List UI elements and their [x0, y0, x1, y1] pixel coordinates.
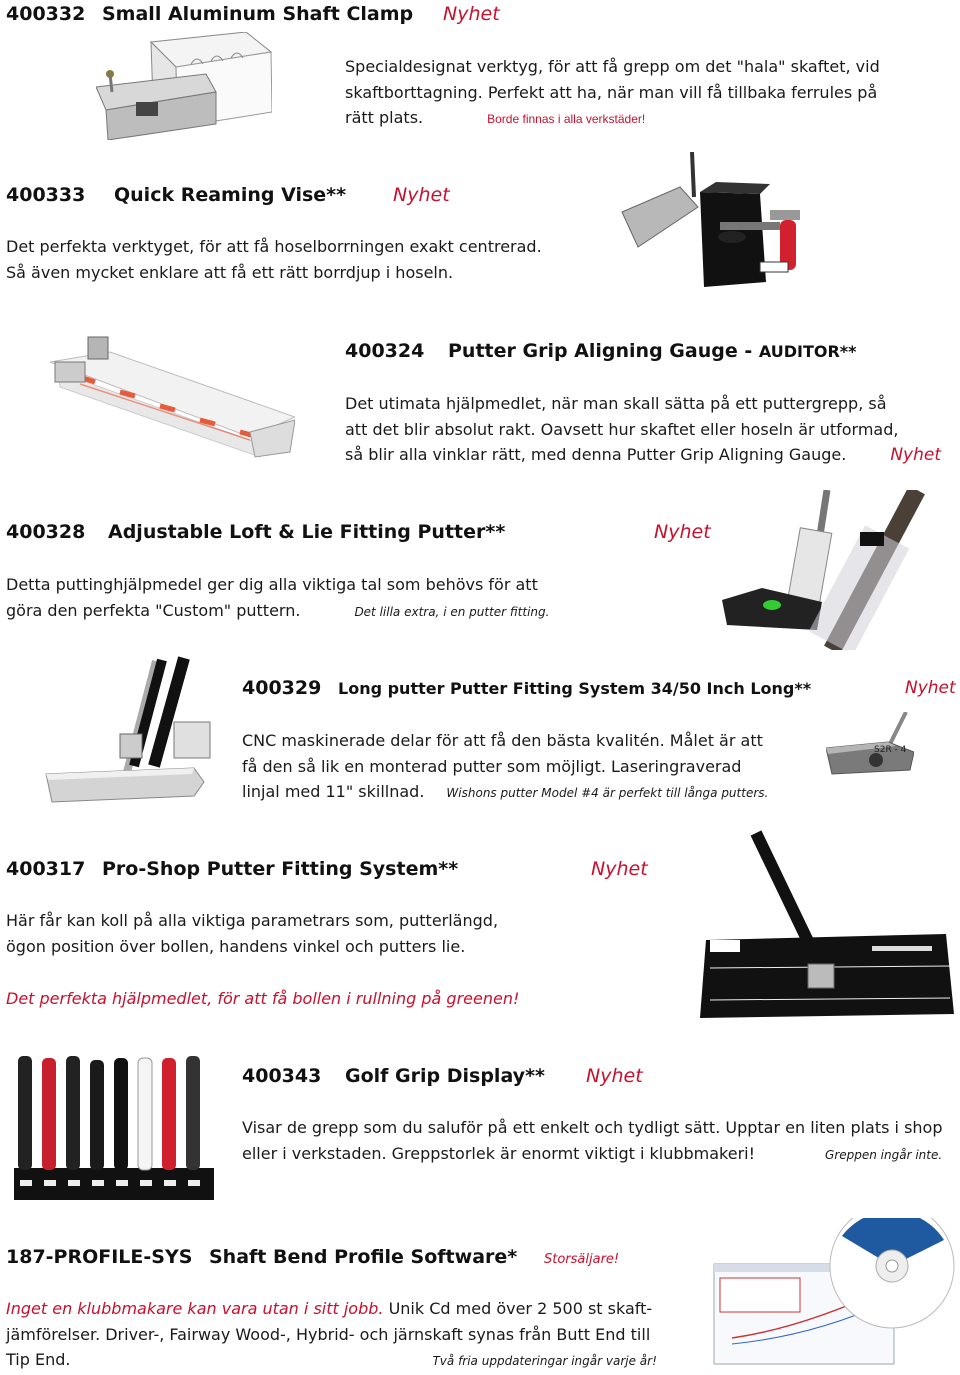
fitting-putter-photo	[722, 490, 958, 650]
product-code-400333: 400333	[6, 184, 86, 206]
grip-display-photo	[14, 1052, 214, 1200]
product-title-400328: Adjustable Loft & Lie Fitting Putter**	[108, 521, 506, 543]
product-code-400328: 400328	[6, 521, 86, 543]
putter-model-label: S2R - 4	[874, 745, 907, 755]
product-code-400332: 400332	[6, 3, 86, 25]
nyhet-badge: Nyhet	[890, 445, 942, 465]
highlight-text: Inget en klubbmakare kan vara utan i sitt jobb.	[6, 1299, 384, 1318]
nyhet-badge: Nyhet	[443, 3, 500, 25]
product-title-400333: Quick Reaming Vise**	[114, 184, 347, 206]
product-title-400329: Long putter Putter Fitting System 34/50 Inch Long**	[338, 679, 812, 698]
description-line: Visar de grepp som du saluför på ett enkelt och tydligt sätt. Upptar en liten plats i shop	[242, 1118, 943, 1137]
product-title-187-profile-sys: Shaft Bend Profile Software*	[209, 1246, 518, 1268]
note-text: Det lilla extra, i en putter fitting.	[354, 604, 550, 619]
product-title-400343: Golf Grip Display**	[345, 1065, 545, 1087]
description-line: att det blir absolut rakt. Oavsett hur skaftet eller hoseln är utformad,	[345, 419, 899, 439]
description-line: CNC maskinerade delar för att få den bästa kvalitén. Målet är att	[242, 731, 763, 750]
description-line: eller i verkstaden. Greppstorlek är enormt viktigt i klubbmakeri!	[242, 1143, 756, 1163]
note-text: Borde finnas i alla verkstäder!	[487, 112, 646, 126]
product-code-400343: 400343	[242, 1065, 322, 1087]
product-code-400317: 400317	[6, 858, 86, 880]
description-line: Det perfekta verktyget, för att få hoselborrningen exakt centrerad.	[6, 237, 542, 256]
description-line: göra den perfekta "Custom" puttern.	[6, 600, 301, 620]
proshop-fitting-photo	[696, 828, 958, 1024]
nyhet-badge: Nyhet	[586, 1065, 643, 1087]
description-line: Så även mycket enklare att få ett rätt borrdjup i hoseln.	[6, 262, 454, 282]
note-text: Greppen ingår inte.	[825, 1147, 943, 1162]
highlight-text: Det perfekta hjälpmedlet, för att få bollen i rullning på greenen!	[6, 989, 520, 1008]
product-code-400329: 400329	[242, 677, 322, 699]
description-line: få den så lik en monterad putter som möjligt. Laseringraverad	[242, 756, 742, 776]
description-line: ögon position över bollen, handens vinkel och putters lie.	[6, 936, 466, 956]
product-code-400324: 400324	[345, 340, 425, 362]
long-putter-system-photo	[44, 656, 216, 806]
description-line: så blir alla vinklar rätt, med denna Putter Grip Aligning Gauge.	[345, 445, 847, 464]
description-line: Här får kan koll på alla viktiga parametrars som, putterlängd,	[6, 911, 499, 930]
nyhet-badge: Nyhet	[591, 858, 648, 880]
shaft-clamp-photo	[96, 32, 272, 140]
storsaljare-badge: Storsäljare!	[544, 1252, 620, 1267]
description-line: Detta puttinghjälpmedel ger dig alla viktiga tal som behövs för att	[6, 575, 538, 594]
grip-gauge-photo	[50, 332, 295, 462]
nyhet-badge: Nyhet	[905, 678, 956, 698]
product-code-187-profile-sys: 187-PROFILE-SYS	[6, 1246, 193, 1268]
software-cd-photo	[712, 1218, 958, 1368]
description-line: linjal med 11" skillnad.	[242, 782, 425, 801]
product-title-400317: Pro-Shop Putter Fitting System**	[102, 858, 459, 880]
description-line: Unik Cd med över 2 500 st skaft-	[388, 1299, 653, 1318]
description-line: Tip End.	[6, 1350, 71, 1369]
reaming-vise-photo	[620, 152, 800, 292]
note-text: Två fria uppdateringar ingår varje år!	[432, 1354, 657, 1368]
putter-head-photo	[826, 712, 914, 778]
nyhet-badge: Nyhet	[654, 521, 711, 543]
description-line: Det utimata hjälpmedlet, när man skall sätta på ett puttergrepp, så	[345, 394, 887, 413]
description-line: skaftborttagning. Perfekt att ha, när man vill få tillbaka ferrules på	[345, 82, 878, 102]
description-line: Specialdesignat verktyg, för att få grepp om det "hala" skaftet, vid	[345, 57, 880, 76]
nyhet-badge: Nyhet	[393, 184, 450, 206]
note-text: Wishons putter Model #4 är perfekt till långa putters.	[446, 786, 769, 800]
description-line: rätt plats.	[345, 108, 424, 127]
product-title-400324: Putter Grip Aligning Gauge - AUDITOR**	[448, 340, 857, 362]
description-line: jämförelser. Driver-, Fairway Wood-, Hybrid- och järnskaft synas från Butt End till	[6, 1324, 651, 1344]
product-title-400332: Small Aluminum Shaft Clamp	[102, 3, 414, 25]
